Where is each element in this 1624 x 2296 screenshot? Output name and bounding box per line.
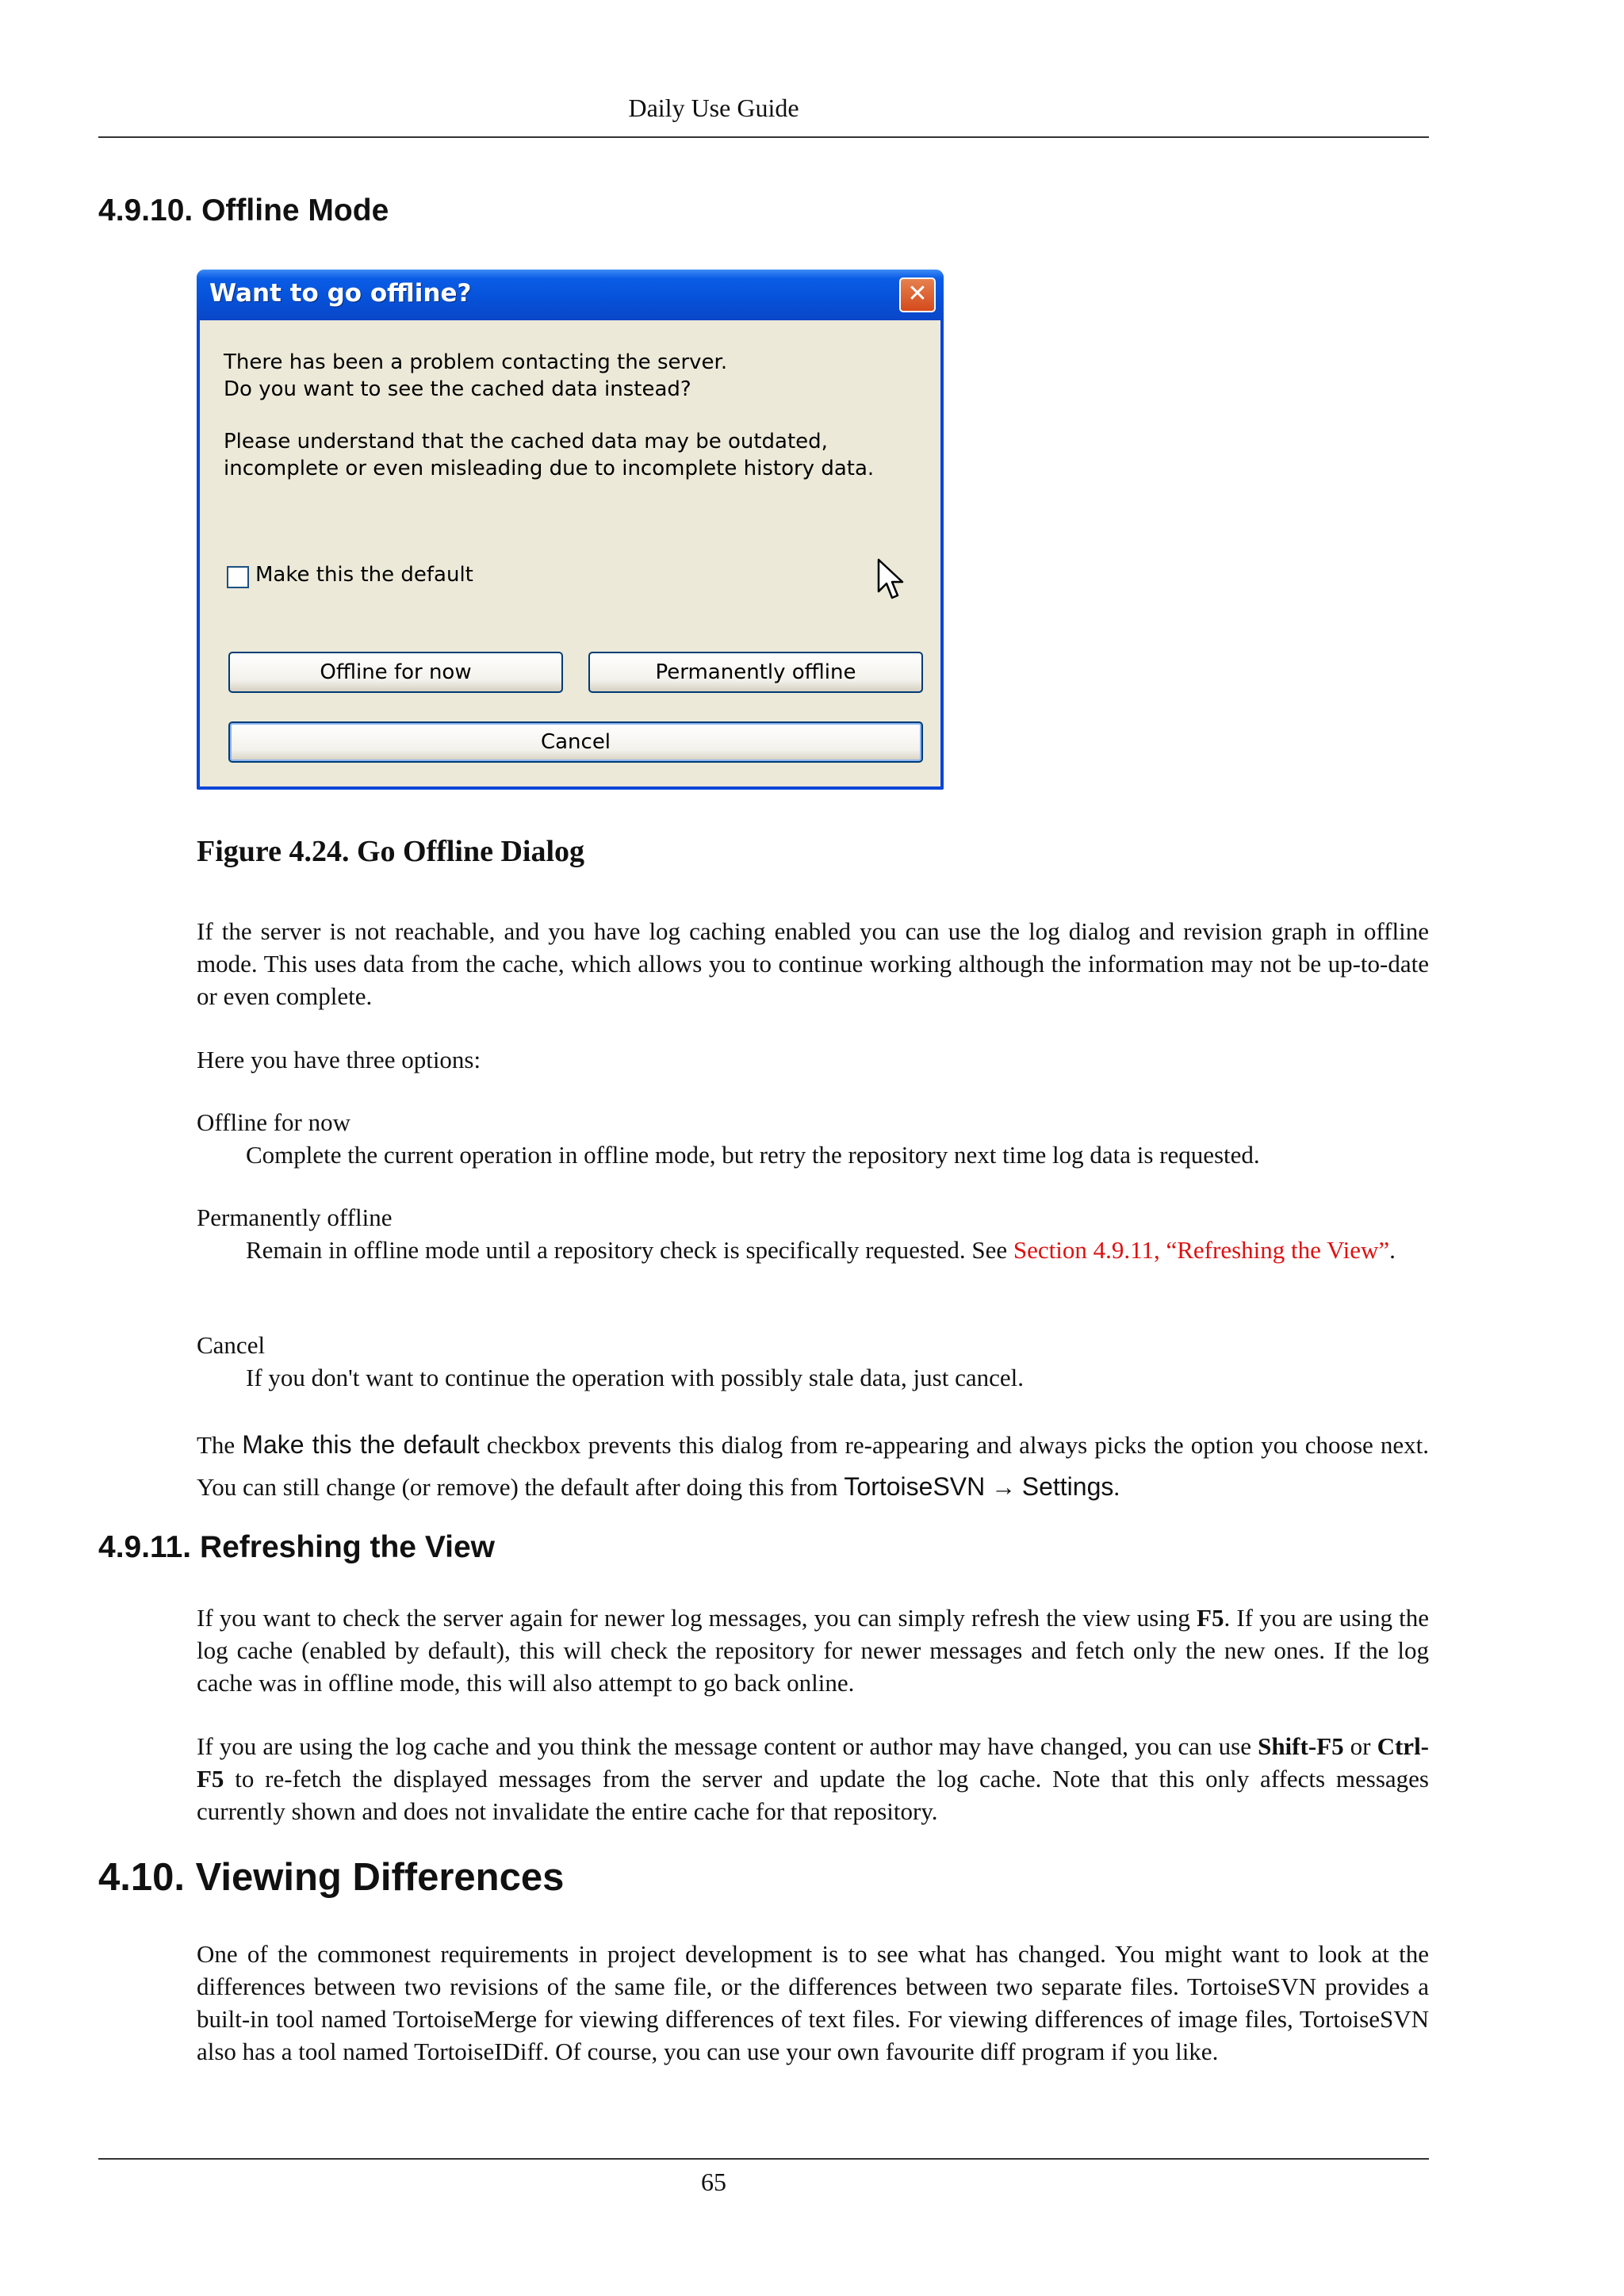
text-run: The	[197, 1431, 243, 1459]
make-default-checkbox[interactable]	[227, 566, 249, 588]
figure-caption: Figure 4.24. Go Offline Dialog	[197, 835, 585, 868]
text-run: or	[1343, 1732, 1377, 1760]
gui-label-make-default: Make this the default	[242, 1430, 480, 1459]
section-title-offline-mode: 4.9.10. Offline Mode	[98, 193, 389, 228]
section-title-refreshing-view: 4.9.11. Refreshing the View	[98, 1530, 495, 1564]
text-run: checkbox prevents this dialog from re-appearing and always picks the option you choose next. You can still change (or remove) the default after doing this from	[197, 1431, 1430, 1501]
key-f5: F5	[1197, 1604, 1224, 1632]
dialog-message-line: incomplete or even misleading due to incomplete history data.	[224, 457, 875, 480]
option-def-permanently-offline	[246, 1234, 1429, 1266]
paragraph-refresh-f5	[197, 1601, 1429, 1699]
option-def-offline-now: Complete the current operation in offline mode, but retry the repository next time log data is requested.	[246, 1141, 1260, 1169]
menu-arrow: →	[985, 1473, 1022, 1501]
cancel-button[interactable]: Cancel	[228, 721, 923, 763]
paragraph-offline-intro: If the server is not reachable, and you have log caching enabled you can use the log dialog and revision graph in offline mode. This uses data from the cache, which allows you to continue working although the information may not be up-to-date or even complete.	[197, 917, 1429, 1010]
text-run: If you are using the log cache and you think the message content or author may have changed, you can use	[197, 1732, 1258, 1760]
key-ctrl-f5: Ctrl-F5	[197, 1732, 1429, 1793]
text-run: If you want to check the server again for newer log messages, you can simply refresh the view using	[197, 1604, 1197, 1632]
dialog-message-line: Do you want to see the cached data instead?	[224, 377, 691, 401]
footer-rule	[98, 2158, 1429, 2160]
option-term-permanently-offline: Permanently offline	[197, 1203, 393, 1231]
close-icon: ✕	[907, 280, 928, 308]
paragraph-make-default	[197, 1424, 1429, 1508]
offline-dialog	[197, 270, 944, 790]
paragraph-three-options: Here you have three options:	[197, 1046, 481, 1073]
option-term-cancel: Cancel	[197, 1331, 266, 1359]
dialog-title: Want to go offline?	[209, 279, 472, 308]
header-rule	[98, 136, 1429, 138]
text-run: .	[1389, 1236, 1396, 1264]
dialog-message-line: Please understand that the cached data may be outdated,	[224, 430, 828, 453]
key-shift-f5: Shift-F5	[1258, 1732, 1344, 1760]
running-header: Daily Use Guide	[628, 94, 799, 122]
paragraph-viewing-differences: One of the commonest requirements in project development is to see what has changed. You might want to look at the differences between two revisions of the same file, or the differences between two separate files. TortoiseSVN provides a built-in tool named TortoiseMerge for viewing differences of text files. For viewing differences of image files, TortoiseSVN also has a tool named TortoiseIDiff. Of course, you can use your own favourite diff program if you like.	[197, 1940, 1429, 2065]
text-run: Remain in offline mode until a repository check is specifically requested. See	[246, 1236, 1013, 1264]
section-title-viewing-differences: 4.10. Viewing Differences	[98, 1856, 565, 1899]
option-def-cancel: If you don't want to continue the operation with possibly stale data, just cancel.	[246, 1364, 1024, 1391]
paragraph-refresh-refetch	[197, 1730, 1429, 1827]
gui-label-tortoisesvn: TortoiseSVN	[844, 1472, 986, 1501]
section-link-refreshing-view[interactable]: Section 4.9.11, “Refreshing the View”	[1013, 1236, 1390, 1264]
dialog-message-line: There has been a problem contacting the server.	[224, 350, 728, 374]
page-number: 65	[701, 2168, 726, 2196]
text-run: .	[1113, 1473, 1120, 1501]
text-run: to re-fetch the displayed messages from the server and update the log cache. Note that this only affects messages currently shown and does not invalidate the entire cache for that repository.	[197, 1765, 1429, 1825]
permanently-offline-button[interactable]: Permanently offline	[588, 652, 923, 693]
option-term-offline-now: Offline for now	[197, 1108, 350, 1136]
dialog-title-bar[interactable]	[197, 270, 944, 320]
make-default-checkbox-label[interactable]: Make this the default	[255, 563, 473, 587]
offline-for-now-button[interactable]: Offline for now	[228, 652, 563, 693]
mouse-cursor-icon	[877, 558, 906, 603]
gui-label-settings: Settings	[1021, 1472, 1114, 1501]
text-run: . If you are using the log cache (enabled by default), this will check the repository for newer messages and fetch only the new ones. If the log cache was in offline mode, this will also attempt to go back online.	[197, 1604, 1429, 1697]
close-button[interactable]	[899, 277, 936, 312]
